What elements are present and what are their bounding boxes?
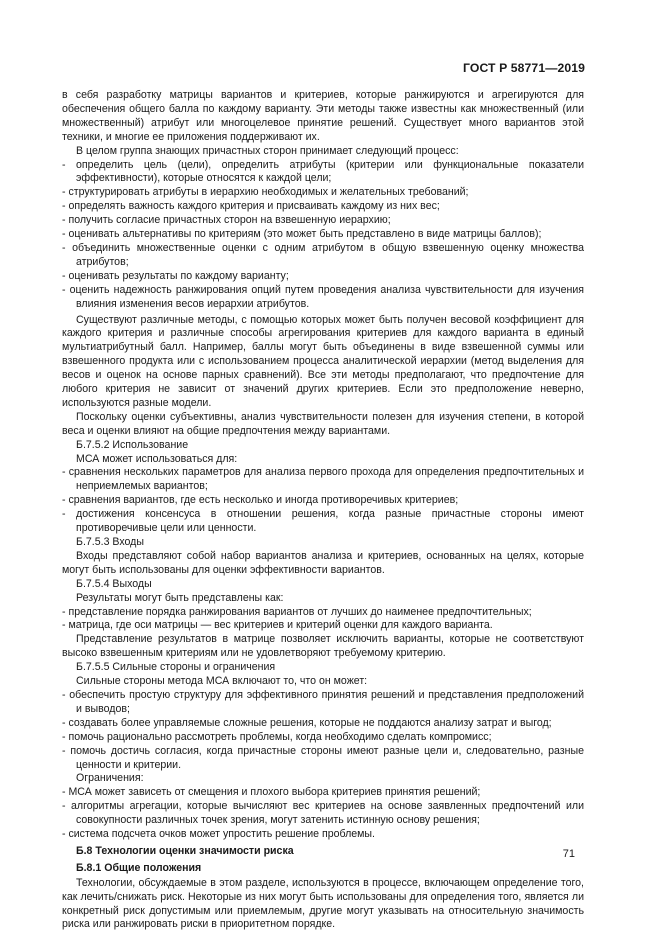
paragraph: МСА может использоваться для: (76, 452, 238, 465)
paragraph: Сильные стороны метода МСА включают то, что он может: (76, 675, 368, 688)
list-item: - объединить множественные оценки с одним атрибутом в общую взвешенную оценку множества атрибутов; (62, 241, 584, 268)
section-heading: Б.8.1 Общие положения (76, 861, 202, 874)
list-item: - получить согласие причастных сторон на взвешенную иерархию; (62, 214, 391, 227)
list-item: - алгоритмы агрегации, которые вычисляют вес критериев на основе заявленных предпочтений или совокупности различных точек зрения, могут затенить истинную основу решения; (62, 800, 584, 827)
list-item: - достижения консенсуса в отношении решения, когда разные причастные стороны имеют противоречивые цели или ценности. (62, 508, 584, 535)
paragraph: Представление результатов в матрице позволяет исключить варианты, которые не соответствуют высоко взвешенным критериям или не удовлетворяют требуемому критерию. (62, 633, 584, 660)
paragraph-sensitivity: Поскольку оценки субъективны, анализ чувствительности полезен для изучения степени, в которой веса и оценки влияют на общие предпочтения между вариантами. (62, 410, 584, 437)
list-item: - структурировать атрибуты в иерархию необходимых и желательных требований; (62, 186, 469, 199)
list-item: - матрица, где оси матрицы — вес критериев и критерий оценки для каждого варианта. (62, 619, 493, 632)
list-item: - система подсчета очков может упростить решение проблемы. (62, 828, 375, 841)
standard-header: ГОСТ Р 58771—2019 (463, 61, 585, 75)
paragraph-process-intro: В целом группа знающих причастных сторон принимает следующий процесс: (76, 144, 459, 157)
paragraph: Входы представляют собой набор вариантов анализа и критериев, основанных на целях, которые могут быть использованы для оценки эффективности вариантов. (62, 549, 584, 576)
list-item: - оценивать альтернативы по критериям (это может быть представлено в виде матрицы баллов); (62, 228, 542, 241)
section-heading: Б.8 Технологии оценки значимости риска (76, 844, 294, 857)
list-item: - представление порядка ранжирования вариантов от лучших до наименее предпочтительных; (62, 605, 532, 618)
list-item: - помочь рационально рассмотреть проблемы, когда необходимо сделать компромисс; (62, 730, 492, 743)
list-item: - сравнения вариантов, где есть несколько и иногда противоречивых критериев; (62, 494, 459, 507)
paragraph: Ограничения: (76, 772, 144, 785)
list-item: - помочь достичь согласия, когда причастные стороны имеют разные цели и, следовательно, разные ценности и критерии. (62, 744, 584, 771)
subsection-heading: Б.7.5.4 Выходы (76, 577, 152, 590)
paragraph-intro: в себя разработку матрицы вариантов и критериев, которые ранжируются и агрегируются для обеспечения общего балла по каждому варианту. Эти методы также известны как множественный (или множественный) атрибут или многоцелевое принятие решений. Существует много вариантов этой техники, и многие ее приложения поддерживают их. (62, 89, 584, 143)
list-item: - обеспечить простую структуру для эффективного принятия решений и представления предположений и выводов; (62, 688, 584, 715)
list-item: - сравнения нескольких параметров для анализа первого прохода для определения предпочтительных и неприемлемых вариантов; (62, 466, 584, 493)
document-body (62, 89, 584, 932)
list-item: - создавать более управляемые сложные решения, которые не поддаются анализу затрат и выгод; (62, 716, 552, 729)
list-item: - оценивать результаты по каждому варианту; (62, 269, 289, 282)
paragraph: Результаты могут быть представлены как: (76, 591, 284, 604)
list-item: - МСА может зависеть от смещения и плохого выбора критериев принятия решений; (62, 786, 481, 799)
list-item: - определить цель (цели), определить атрибуты (критерии или функциональные показатели эффективности), которые относятся к каждой цели; (62, 158, 584, 185)
paragraph: Технологии, обсуждаемые в этом разделе, используются в процессе, включающем определение того, как лечить/снижать риск. Некоторые из них могут быть использованы для определения того, является ли конкретный риск допустимым или приемлемым, другие могут указывать на относительную значимость риска или ранжировать риски в приоритетном порядке. (62, 876, 584, 931)
subsection-heading: Б.7.5.5 Сильные стороны и ограничения (76, 661, 276, 674)
paragraph-methods: Существуют различные методы, с помощью которых может быть получен весовой коэффициент для каждого критерия и различные способы агрегирования критериев для каждого варианта в единый мультиатрибутный балл. Например, баллы могут быть объединены в виде взвешенной суммы или взвешенного продукта или с использованием процесса аналитической иерархии (метод выделения для весов и оценок на основе парных сравнений). Все эти методы предполагают, что предпочтение для любого критерия не зависит от значений других критериев. Если это предположение неверно, используются разные модели. (62, 313, 584, 409)
page-number: 71 (562, 848, 575, 860)
subsection-heading: Б.7.5.3 Входы (76, 536, 144, 548)
list-item: - определять важность каждого критерия и присваивать каждому из них вес; (62, 200, 440, 213)
subsection-heading: Б.7.5.2 Использование (76, 438, 189, 451)
list-item: - оценить надежность ранжирования опций путем проведения анализа чувствительности для изучения влияния изменения весов иерархии атрибутов. (62, 283, 584, 310)
